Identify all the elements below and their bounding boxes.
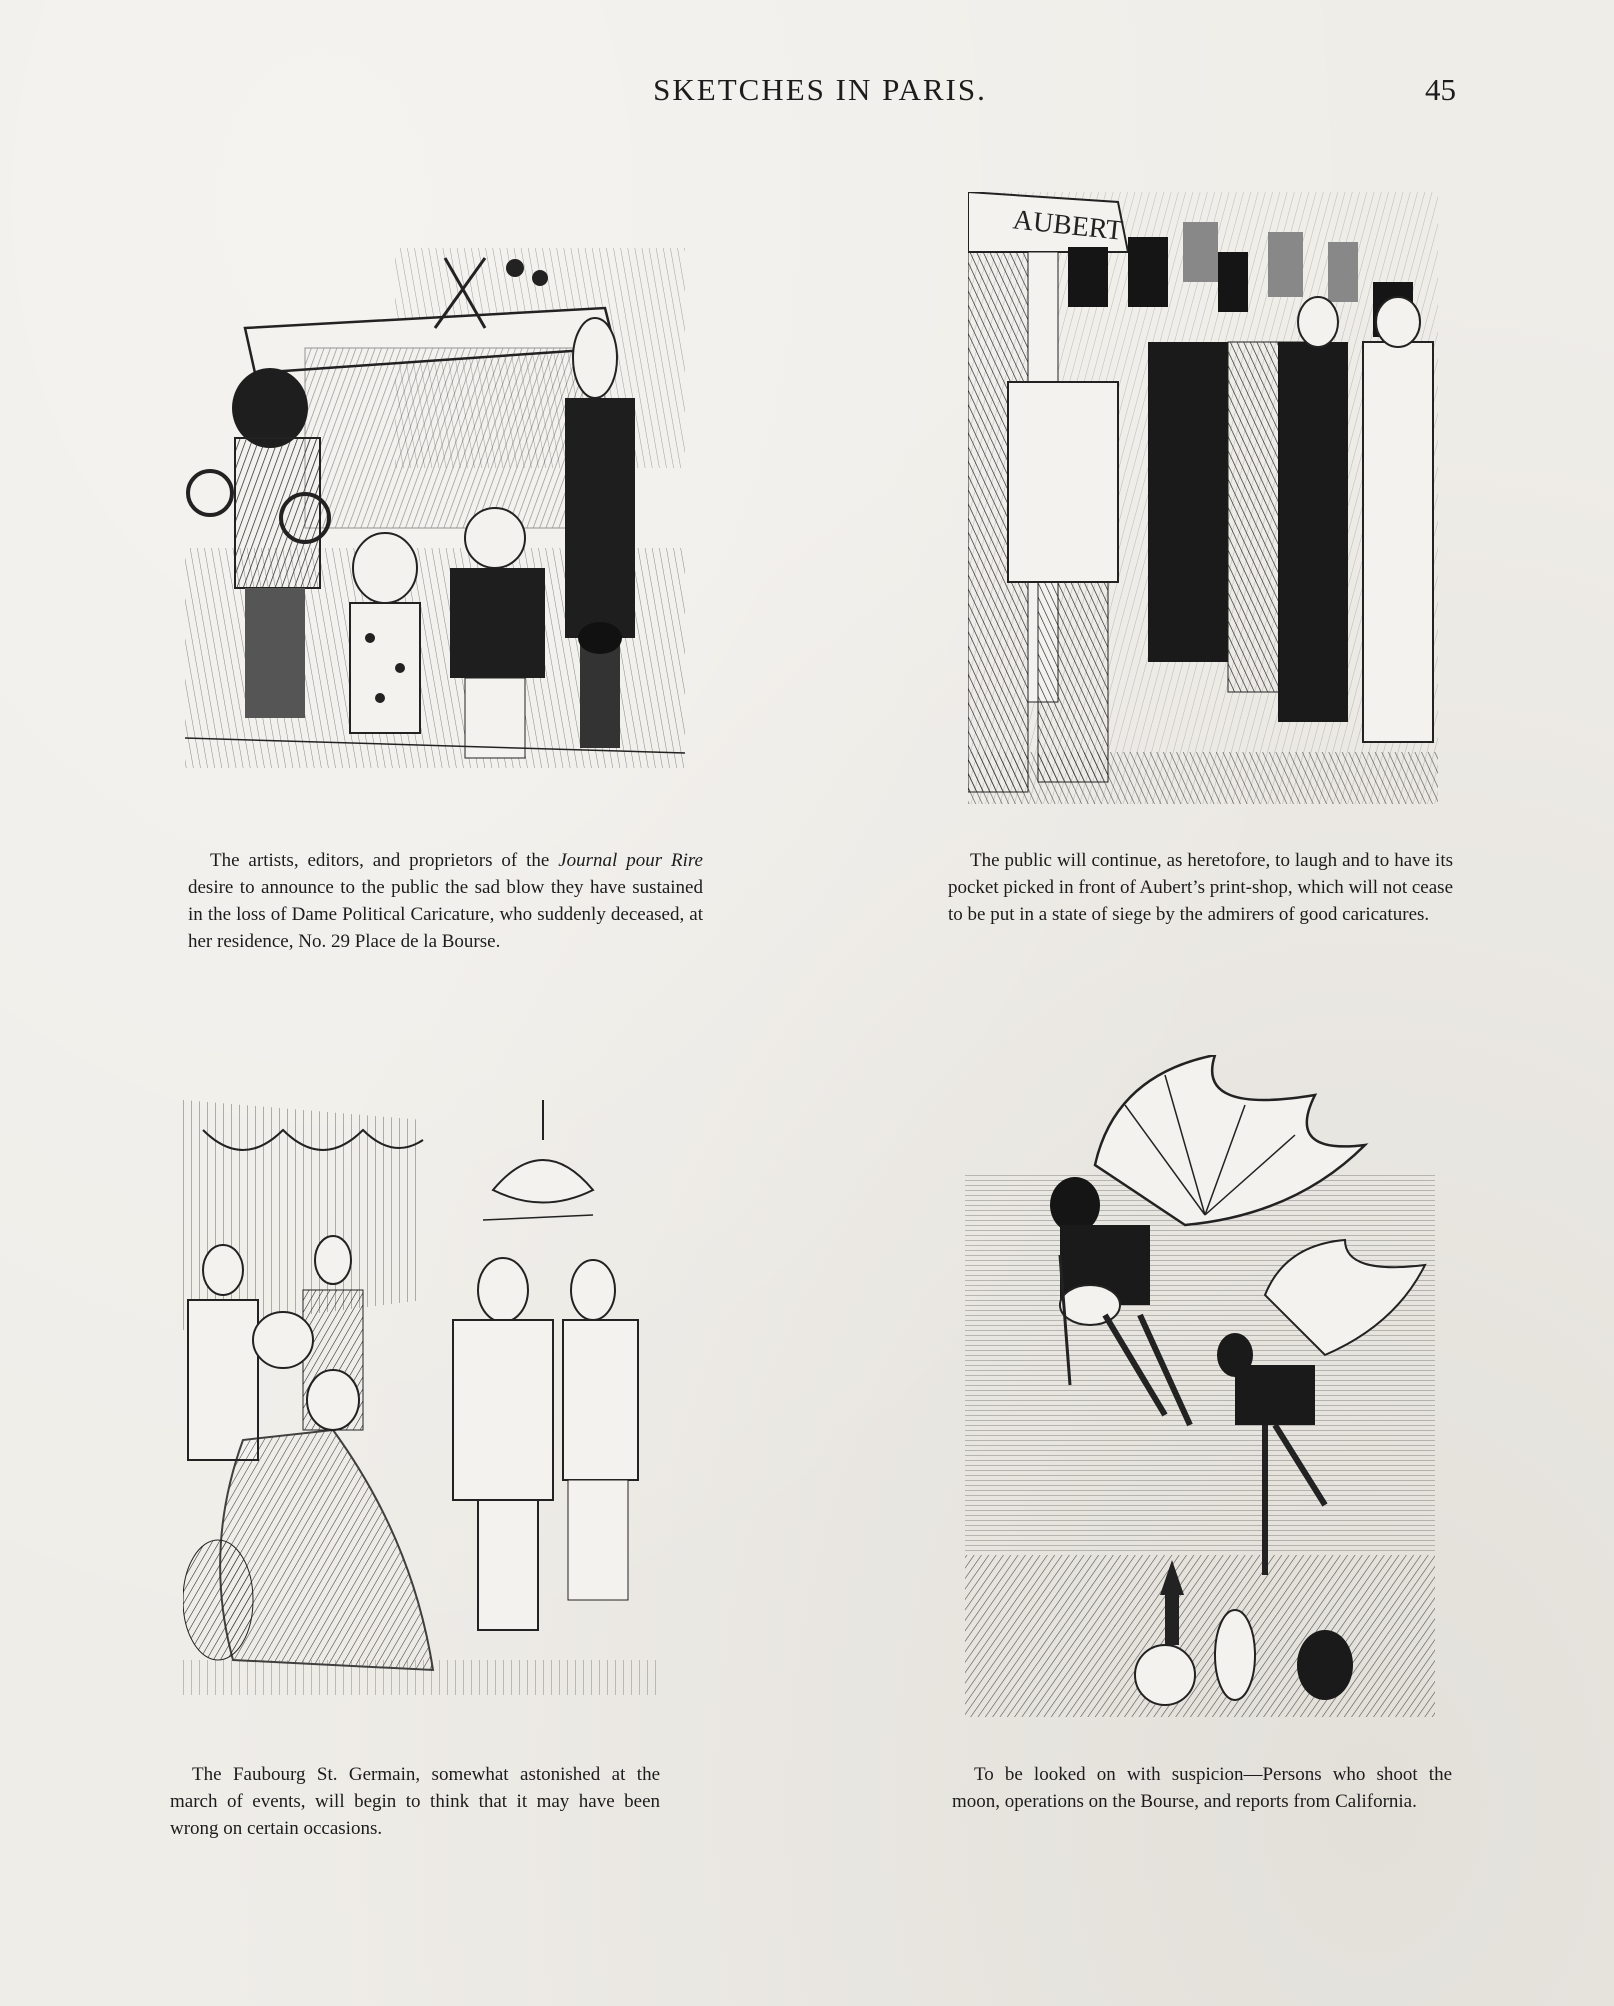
shop-sign-text: AUBERT (1011, 204, 1125, 247)
illustration-funeral-procession (185, 238, 685, 778)
caption-faubourg-salon (170, 1761, 660, 1842)
caption-aubert-print-shop (948, 847, 1453, 928)
journal-title: Journal pour Rire (558, 850, 703, 871)
caption-flying-figures (952, 1761, 1452, 1815)
page-number: 45 (1425, 72, 1456, 107)
caption-1-text-b: desire to announce to the public the sad blow they have sustained in the loss of Dame Political Caricature, who suddenly deceased, at her residence, No. 29 Place de la Bourse. (188, 877, 703, 952)
caption-1-text-a: The artists, editors, and proprietors of the (210, 850, 559, 871)
caption-2-text: The public will continue, as heretofore, to laugh and to have its pocket picked in front of Aubert’s print-shop, which will not cease to be put in a state of siege by the admirers of good caricatures. (948, 850, 1453, 925)
caption-funeral-procession (188, 847, 703, 955)
running-title: SKETCHES IN PARIS. (653, 72, 987, 107)
illustration-flying-figures (965, 1055, 1435, 1717)
illustration-aubert-print-shop (968, 192, 1438, 804)
illustration-faubourg-salon (183, 1100, 656, 1695)
caption-4-text: To be looked on with suspicion—Persons who shoot the moon, operations on the Bourse, and reports from California. (952, 1764, 1452, 1812)
caption-3-text: The Faubourg St. Germain, somewhat astonished at the march of events, will begin to think that it may have been wrong on certain occasions. (170, 1764, 660, 1839)
